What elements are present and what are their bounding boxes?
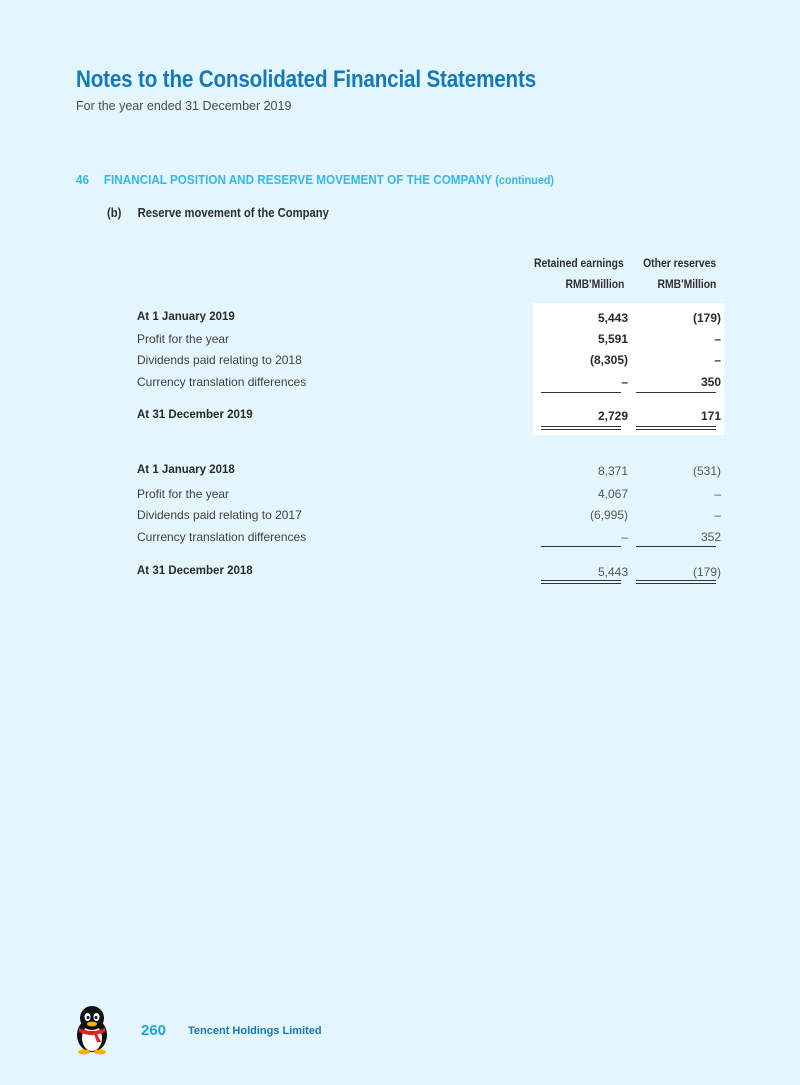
section-number: 46: [76, 172, 90, 187]
table-row: [0, 464, 800, 484]
subtotal-rule: [636, 392, 716, 393]
subtotal-rule: [541, 546, 621, 547]
page-title: Notes to the Consolidated Financial Statements: [76, 66, 537, 93]
row-label: Profit for the year: [137, 332, 230, 346]
row-label: Dividends paid relating to 2018: [137, 353, 302, 367]
section-heading: [76, 172, 554, 187]
subsection-label: (b): [107, 206, 122, 220]
other-reserves-value: 171: [700, 409, 721, 423]
retained-earnings-value: 5,591: [597, 332, 628, 346]
other-reserves-value: –: [714, 487, 721, 501]
row-label: Currency translation differences: [137, 375, 307, 389]
table-row: [0, 332, 800, 352]
other-reserves-value: –: [714, 353, 721, 367]
section-continued: (continued): [495, 173, 555, 187]
penguin-logo-icon: [72, 1005, 112, 1055]
other-reserves-value: –: [714, 508, 721, 522]
row-label: Currency translation differences: [137, 530, 307, 544]
subsection-title: Reserve movement of the Company: [137, 206, 329, 220]
section-title: FINANCIAL POSITION AND RESERVE MOVEMENT OF THE COMPANY: [103, 172, 492, 187]
row-label: Profit for the year: [137, 487, 230, 501]
table-row: [0, 353, 800, 373]
total-double-rule: [541, 426, 621, 430]
row-label: At 1 January 2019: [137, 311, 235, 323]
column-unit-other-reserves: RMB'Million: [657, 279, 716, 291]
page-number: 260: [141, 1022, 167, 1039]
other-reserves-value: (179): [692, 311, 721, 325]
retained-earnings-value: 5,443: [597, 311, 628, 325]
retained-earnings-value: 2,729: [597, 409, 628, 423]
subtotal-rule: [636, 546, 716, 547]
other-reserves-value: –: [714, 332, 721, 346]
other-reserves-value: 352: [700, 530, 721, 544]
retained-earnings-value: –: [621, 375, 628, 389]
row-label: At 31 December 2018: [137, 565, 253, 577]
total-double-rule: [636, 426, 716, 430]
table-row: [0, 487, 800, 507]
retained-earnings-value: 5,443: [597, 565, 628, 579]
other-reserves-value: (531): [692, 464, 721, 478]
page-subtitle: For the year ended 31 December 2019: [76, 99, 292, 113]
table-row: [0, 508, 800, 528]
other-reserves-value: 350: [700, 375, 721, 389]
column-unit-retained-earnings: RMB'Million: [565, 279, 624, 291]
retained-earnings-value: 4,067: [597, 487, 628, 501]
total-double-rule: [541, 580, 621, 584]
table-row: [0, 311, 800, 331]
column-header-retained-earnings: Retained earnings: [534, 258, 624, 270]
table-row: [0, 530, 800, 550]
total-double-rule: [636, 580, 716, 584]
column-header-other-reserves: Other reserves: [642, 258, 716, 270]
retained-earnings-value: 8,371: [597, 464, 628, 478]
subsection-heading: [107, 206, 329, 220]
row-label: At 31 December 2019: [137, 409, 253, 421]
other-reserves-value: (179): [692, 565, 721, 579]
row-label: Dividends paid relating to 2017: [137, 508, 302, 522]
row-label: At 1 January 2018: [137, 464, 235, 476]
subtotal-rule: [541, 392, 621, 393]
company-name: Tencent Holdings Limited: [188, 1025, 322, 1037]
retained-earnings-value: (6,995): [589, 508, 628, 522]
retained-earnings-value: –: [621, 530, 628, 544]
retained-earnings-value: (8,305): [589, 353, 628, 367]
